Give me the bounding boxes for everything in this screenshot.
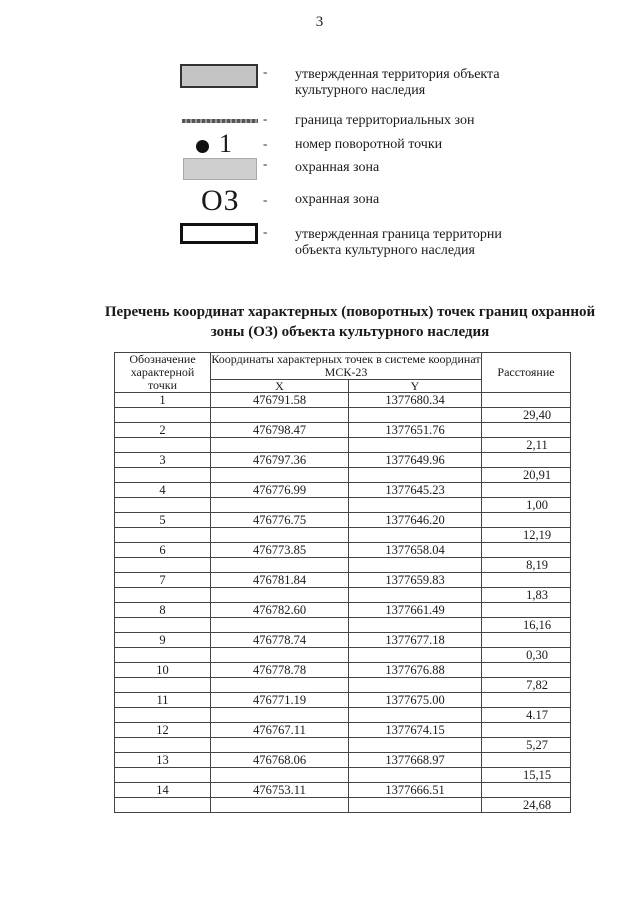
empty-cell	[349, 468, 482, 483]
distance-cell: 24,68	[482, 798, 571, 813]
empty-cell	[115, 678, 211, 693]
empty-cell	[211, 528, 349, 543]
table-row-distance	[115, 798, 571, 813]
distance-spacer-cell	[482, 423, 571, 438]
page-number: 3	[315, 14, 324, 30]
empty-cell	[115, 708, 211, 723]
coordinates-table	[114, 352, 571, 813]
table-row	[115, 693, 571, 708]
x-cell: 476776.75	[211, 513, 349, 528]
empty-cell	[211, 738, 349, 753]
point-number-cell: 3	[115, 453, 211, 468]
y-cell: 1377677.18	[349, 633, 482, 648]
point-number-symbol: 1	[219, 129, 232, 158]
x-cell: 476778.74	[211, 633, 349, 648]
table-row	[115, 423, 571, 438]
oz-letters-icon: ОЗ	[201, 184, 240, 217]
empty-cell	[349, 408, 482, 423]
empty-cell	[349, 618, 482, 633]
distance-cell: 1,83	[482, 588, 571, 603]
y-cell: 1377680.34	[349, 393, 482, 408]
col-header-coords: Координаты характерных точек в системе координат МСК-23	[211, 352, 481, 379]
point-number-cell: 13	[115, 753, 211, 768]
point-number-cell: 2	[115, 423, 211, 438]
empty-cell	[115, 438, 211, 453]
distance-spacer-cell	[482, 573, 571, 588]
empty-cell	[211, 438, 349, 453]
empty-cell	[211, 708, 349, 723]
y-cell: 1377646.20	[349, 513, 482, 528]
point-number-cell: 5	[115, 513, 211, 528]
table-row-distance	[115, 498, 571, 513]
hatched-line-icon	[182, 119, 258, 123]
y-cell: 1377661.49	[349, 603, 482, 618]
distance-cell: 12,19	[482, 528, 571, 543]
empty-cell	[211, 678, 349, 693]
empty-cell	[349, 678, 482, 693]
empty-cell	[211, 498, 349, 513]
table-row	[115, 663, 571, 678]
distance-spacer-cell	[482, 393, 571, 408]
y-cell: 1377658.04	[349, 543, 482, 558]
empty-cell	[115, 588, 211, 603]
x-cell: 476791.58	[211, 393, 349, 408]
x-cell: 476771.19	[211, 693, 349, 708]
point-number-cell: 7	[115, 573, 211, 588]
legend-dash: -	[263, 136, 268, 151]
table-heading	[90, 302, 610, 342]
point-number-cell: 9	[115, 633, 211, 648]
distance-cell: 0,30	[482, 648, 571, 663]
distance-spacer-cell	[482, 723, 571, 738]
table-row	[115, 633, 571, 648]
table-row	[115, 603, 571, 618]
legend-text: номер поворотной точки	[295, 137, 443, 152]
white-outlined-box-icon	[180, 223, 258, 244]
table-row-distance	[115, 588, 571, 603]
empty-cell	[115, 558, 211, 573]
y-cell: 1377675.00	[349, 693, 482, 708]
distance-cell: 16,16	[482, 618, 571, 633]
empty-cell	[115, 738, 211, 753]
gray-filled-box-icon	[180, 64, 258, 88]
distance-cell: 29,40	[482, 408, 571, 423]
y-cell: 1377674.15	[349, 723, 482, 738]
distance-spacer-cell	[482, 513, 571, 528]
empty-cell	[349, 588, 482, 603]
distance-spacer-cell	[482, 633, 571, 648]
legend-dash: -	[263, 111, 268, 126]
distance-cell: 8,19	[482, 558, 571, 573]
point-number-cell: 14	[115, 783, 211, 798]
x-cell: 476767.11	[211, 723, 349, 738]
gray-plain-box-icon	[183, 158, 257, 180]
legend	[0, 0, 639, 290]
point-number-cell: 4	[115, 483, 211, 498]
distance-spacer-cell	[482, 753, 571, 768]
empty-cell	[115, 648, 211, 663]
x-cell: 476753.11	[211, 783, 349, 798]
empty-cell	[211, 408, 349, 423]
empty-cell	[115, 498, 211, 513]
y-cell: 1377651.76	[349, 423, 482, 438]
empty-cell	[211, 468, 349, 483]
distance-cell: 1,00	[482, 498, 571, 513]
empty-cell	[211, 768, 349, 783]
empty-cell	[211, 798, 349, 813]
empty-cell	[349, 558, 482, 573]
empty-cell	[349, 708, 482, 723]
legend-dash: -	[263, 64, 268, 79]
table-row-distance	[115, 618, 571, 633]
distance-spacer-cell	[482, 783, 571, 798]
y-cell: 1377659.83	[349, 573, 482, 588]
table-row-distance	[115, 648, 571, 663]
col-header-x: X	[211, 380, 349, 393]
table-row	[115, 543, 571, 558]
col-header-point: Обозначение характерной точки	[115, 353, 211, 393]
legend-text: охранная зона	[295, 160, 380, 175]
table-row	[115, 723, 571, 738]
x-cell: 476773.85	[211, 543, 349, 558]
table-row-distance	[115, 738, 571, 753]
table-row-distance	[115, 678, 571, 693]
distance-spacer-cell	[482, 663, 571, 678]
distance-cell: 2,11	[482, 438, 571, 453]
empty-cell	[115, 798, 211, 813]
table-row-distance	[115, 468, 571, 483]
table-row-distance	[115, 558, 571, 573]
distance-cell: 7,82	[482, 678, 571, 693]
table-row-distance	[115, 438, 571, 453]
x-cell: 476778.78	[211, 663, 349, 678]
distance-spacer-cell	[482, 693, 571, 708]
col-header-y: Y	[349, 380, 482, 393]
empty-cell	[211, 648, 349, 663]
x-cell: 476781.84	[211, 573, 349, 588]
empty-cell	[349, 498, 482, 513]
legend-text: утвержденная территория объекта культурного наследия	[295, 67, 500, 98]
table-row-distance	[115, 768, 571, 783]
distance-cell: 4.17	[482, 708, 571, 723]
table-row	[115, 573, 571, 588]
empty-cell	[115, 618, 211, 633]
distance-spacer-cell	[482, 603, 571, 618]
table-row	[115, 393, 571, 408]
legend-dash: -	[263, 156, 268, 171]
distance-cell: 5,27	[482, 738, 571, 753]
empty-cell	[211, 558, 349, 573]
distance-cell: 15,15	[482, 768, 571, 783]
distance-spacer-cell	[482, 483, 571, 498]
legend-text: утвержденная граница территорни объекта культурного наследия	[295, 227, 502, 258]
x-cell: 476782.60	[211, 603, 349, 618]
table-row	[115, 483, 571, 498]
empty-cell	[115, 528, 211, 543]
point-number-cell: 12	[115, 723, 211, 738]
table-row-distance	[115, 408, 571, 423]
distance-cell: 20,91	[482, 468, 571, 483]
legend-dash: -	[263, 192, 268, 207]
empty-cell	[349, 798, 482, 813]
heading-line: Перечень координат характерных (поворотных) точек границ охранной	[104, 304, 596, 320]
empty-cell	[115, 768, 211, 783]
empty-cell	[349, 438, 482, 453]
point-number-cell: 11	[115, 693, 211, 708]
empty-cell	[211, 618, 349, 633]
empty-cell	[349, 738, 482, 753]
empty-cell	[115, 468, 211, 483]
x-cell: 476768.06	[211, 753, 349, 768]
y-cell: 1377666.51	[349, 783, 482, 798]
empty-cell	[349, 648, 482, 663]
point-number-cell: 6	[115, 543, 211, 558]
y-cell: 1377645.23	[349, 483, 482, 498]
table-row-distance	[115, 528, 571, 543]
empty-cell	[349, 768, 482, 783]
col-header-distance: Расстояние	[482, 353, 571, 393]
dot-number-icon	[196, 140, 209, 153]
legend-text: охранная зона	[295, 192, 380, 207]
table-row-distance	[115, 708, 571, 723]
empty-cell	[115, 408, 211, 423]
legend-text: граница территориальных зон	[295, 113, 475, 128]
point-number-cell: 1	[115, 393, 211, 408]
distance-spacer-cell	[482, 453, 571, 468]
distance-spacer-cell	[482, 543, 571, 558]
y-cell: 1377649.96	[349, 453, 482, 468]
point-number-cell: 10	[115, 663, 211, 678]
table-row	[115, 513, 571, 528]
y-cell: 1377676.88	[349, 663, 482, 678]
x-cell: 476798.47	[211, 423, 349, 438]
heading-line: зоны (ОЗ) объекта культурного наследия	[210, 324, 490, 340]
x-cell: 476776.99	[211, 483, 349, 498]
empty-cell	[349, 528, 482, 543]
table-row	[115, 783, 571, 798]
x-cell: 476797.36	[211, 453, 349, 468]
table-body	[115, 393, 571, 813]
empty-cell	[211, 588, 349, 603]
table-row	[115, 453, 571, 468]
legend-dash: -	[263, 224, 268, 239]
table-row	[115, 753, 571, 768]
y-cell: 1377668.97	[349, 753, 482, 768]
point-number-cell: 8	[115, 603, 211, 618]
